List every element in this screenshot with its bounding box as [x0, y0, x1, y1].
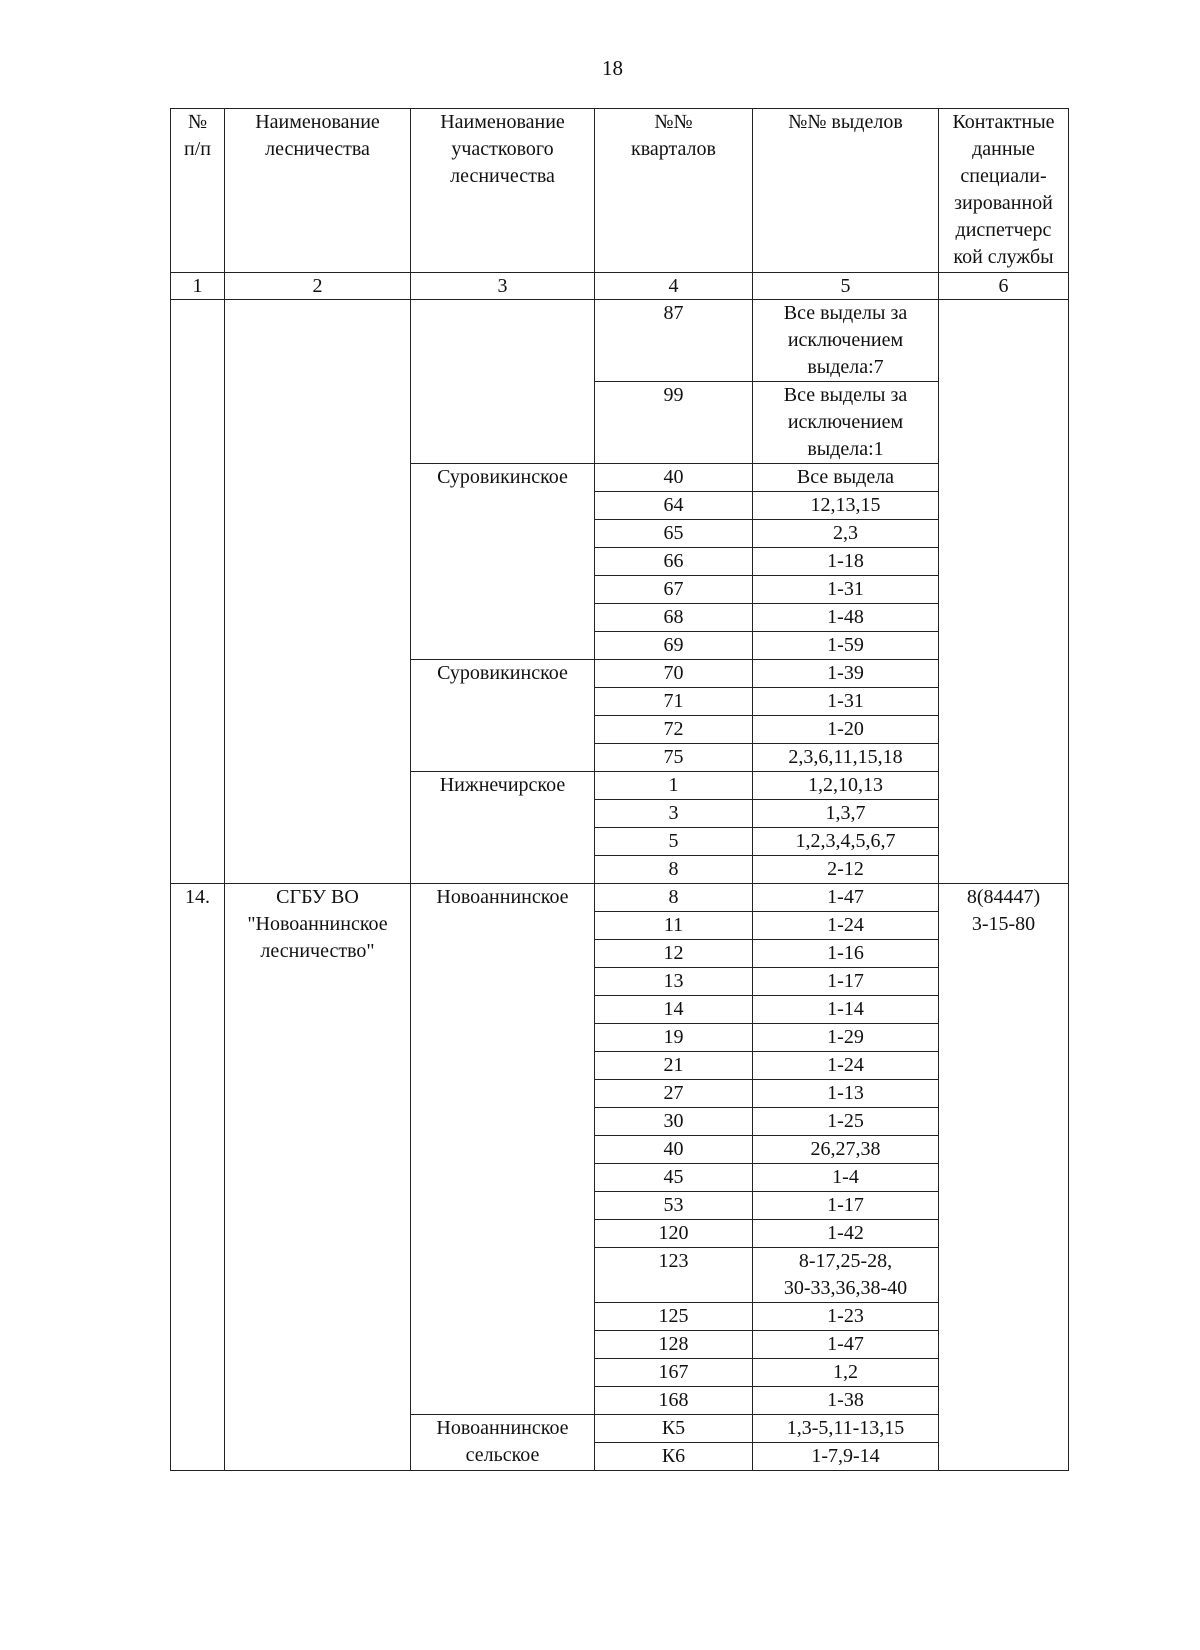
quarter-number: 99 — [595, 382, 753, 464]
quarter-number: 21 — [595, 1052, 753, 1080]
header-contacts-line: Контактные — [952, 111, 1055, 133]
plot-numbers-line: 1-17 — [827, 970, 864, 992]
page-number: 18 — [602, 56, 623, 80]
plot-numbers-line: 1,2,10,13 — [808, 774, 883, 796]
header-district-line: лесничества — [450, 165, 555, 187]
column-number: 2 — [225, 273, 411, 300]
forestry-name — [225, 300, 411, 884]
quarter-number: 13 — [595, 968, 753, 996]
plot-numbers — [753, 800, 939, 828]
table-row — [171, 884, 1069, 912]
plot-numbers — [753, 940, 939, 968]
plot-numbers — [753, 772, 939, 800]
quarter-number: 8 — [595, 856, 753, 884]
header-number-line: п/п — [184, 138, 211, 160]
plot-numbers — [753, 604, 939, 632]
district-name-line: Суровикинское — [437, 466, 568, 488]
plot-numbers-line: 1-14 — [827, 998, 864, 1020]
quarter-number: 128 — [595, 1331, 753, 1359]
plot-numbers — [753, 1220, 939, 1248]
column-number: 6 — [939, 273, 1069, 300]
plot-numbers-line: 1-39 — [827, 662, 864, 684]
plot-numbers-line: 1-47 — [827, 1333, 864, 1355]
contact-info — [939, 884, 1069, 1471]
quarter-number: 123 — [595, 1248, 753, 1303]
plot-numbers-line: Все выделы за — [783, 302, 908, 324]
plot-numbers — [753, 464, 939, 492]
plot-numbers-line: 1-20 — [827, 718, 864, 740]
plot-numbers — [753, 856, 939, 884]
plot-numbers-line: 1-38 — [827, 1389, 864, 1411]
quarter-number: 27 — [595, 1080, 753, 1108]
plot-numbers — [753, 744, 939, 772]
plot-numbers-line: Все выделы за — [783, 384, 908, 406]
plot-numbers — [753, 660, 939, 688]
forestry-name-line: "Новоаннинское — [247, 913, 388, 935]
quarter-number: 125 — [595, 1303, 753, 1331]
plot-numbers-line: 1,2 — [833, 1361, 858, 1383]
header-contacts-line: зированной — [954, 192, 1053, 214]
quarter-number: 53 — [595, 1192, 753, 1220]
quarter-number: 168 — [595, 1387, 753, 1415]
district-name-line: Нижнечирское — [439, 774, 566, 796]
plot-numbers-line: выдела:7 — [807, 356, 884, 378]
quarter-number: 167 — [595, 1359, 753, 1387]
forestry-table — [170, 108, 1069, 1471]
quarter-number: 65 — [595, 520, 753, 548]
quarter-number: 40 — [595, 464, 753, 492]
district-name-line: Новоаннинское — [436, 886, 569, 908]
plot-numbers — [753, 1108, 939, 1136]
plot-numbers — [753, 968, 939, 996]
quarter-number: 68 — [595, 604, 753, 632]
plot-numbers — [753, 1192, 939, 1220]
plot-numbers — [753, 1359, 939, 1387]
plot-numbers-line: 2,3 — [833, 522, 858, 544]
plot-numbers-line: Все выдела — [796, 466, 895, 488]
plot-numbers — [753, 828, 939, 856]
quarter-number: 8 — [595, 884, 753, 912]
quarter-number: 3 — [595, 800, 753, 828]
contact-info-line: 3-15-80 — [971, 913, 1036, 935]
plot-numbers — [753, 1303, 939, 1331]
plot-numbers-line: исключением — [787, 411, 904, 433]
column-number: 4 — [595, 273, 753, 300]
plot-numbers-line: 1-24 — [827, 914, 864, 936]
header-contacts-line: данные — [972, 138, 1035, 160]
plot-numbers-line: 1-47 — [827, 886, 864, 908]
quarter-number: К5 — [595, 1415, 753, 1443]
quarter-number: 19 — [595, 1024, 753, 1052]
quarter-number: 45 — [595, 1164, 753, 1192]
plot-numbers-line: 30-33,36,38-40 — [783, 1277, 908, 1299]
plot-numbers-line: исключением — [787, 329, 904, 351]
table-row — [171, 300, 1069, 382]
header-number — [171, 109, 225, 273]
quarter-number: К6 — [595, 1443, 753, 1471]
plot-numbers-line: 12,13,15 — [810, 494, 881, 516]
plot-numbers — [753, 1164, 939, 1192]
header-quarters-line: №№ — [654, 111, 693, 133]
plot-numbers-line: 1-23 — [827, 1305, 864, 1327]
plot-numbers-line: 1-31 — [827, 690, 864, 712]
district-name-line: Суровикинское — [437, 662, 568, 684]
district-name — [411, 300, 595, 464]
district-name — [411, 1415, 595, 1471]
district-name-line: сельское — [465, 1444, 540, 1466]
quarter-number: 71 — [595, 688, 753, 716]
plot-numbers — [753, 688, 939, 716]
plot-numbers-line: 1-18 — [827, 550, 864, 572]
header-contacts — [939, 109, 1069, 273]
plot-numbers — [753, 1024, 939, 1052]
plot-numbers-line: 1-7,9-14 — [811, 1445, 880, 1467]
quarter-number: 75 — [595, 744, 753, 772]
header-contacts-line: диспетчерс — [955, 219, 1052, 241]
plot-numbers-line: 1-4 — [832, 1166, 859, 1188]
district-name-line: Новоаннинское — [436, 1417, 569, 1439]
plot-numbers — [753, 1136, 939, 1164]
forestry-name-line: СГБУ ВО — [276, 886, 359, 908]
header-contacts-line: кой службы — [953, 246, 1054, 268]
plot-numbers — [753, 912, 939, 940]
header-forestry-line: Наименование — [255, 111, 380, 133]
quarter-number: 67 — [595, 576, 753, 604]
plot-numbers — [753, 520, 939, 548]
plot-numbers — [753, 996, 939, 1024]
plot-numbers-line: 1-24 — [827, 1054, 864, 1076]
header-plots — [753, 109, 939, 273]
forestry-name — [225, 884, 411, 1471]
plot-numbers-line: 1,3-5,11-13,15 — [786, 1417, 905, 1439]
quarter-number: 87 — [595, 300, 753, 382]
plot-numbers-line: 1-25 — [827, 1110, 864, 1132]
plot-numbers — [753, 632, 939, 660]
plot-numbers-line: 1-31 — [827, 578, 864, 600]
quarter-number: 40 — [595, 1136, 753, 1164]
quarter-number: 120 — [595, 1220, 753, 1248]
quarter-number: 14 — [595, 996, 753, 1024]
plot-numbers-line: 1,3,7 — [825, 802, 866, 824]
header-district-line: Наименование — [440, 111, 565, 133]
plot-numbers-line: 1-16 — [827, 942, 864, 964]
district-name — [411, 772, 595, 884]
plot-numbers-line: 8-17,25-28, — [798, 1250, 893, 1272]
plot-numbers — [753, 1443, 939, 1471]
plot-numbers — [753, 548, 939, 576]
plot-numbers-line: 1,2,3,4,5,6,7 — [795, 830, 896, 852]
header-quarters-line: кварталов — [631, 138, 716, 160]
plot-numbers-line: 1-29 — [827, 1026, 864, 1048]
plot-numbers-line: 1-42 — [827, 1222, 864, 1244]
plot-numbers-line: 26,27,38 — [810, 1138, 881, 1160]
quarter-number: 30 — [595, 1108, 753, 1136]
forestry-name-line: лесничество" — [260, 940, 375, 962]
header-plots-line: №№ выделов — [788, 111, 903, 133]
plot-numbers — [753, 1387, 939, 1415]
quarter-number: 11 — [595, 912, 753, 940]
column-number: 5 — [753, 273, 939, 300]
quarter-number: 12 — [595, 940, 753, 968]
plot-numbers — [753, 492, 939, 520]
plot-numbers-line: 1-48 — [827, 606, 864, 628]
plot-numbers — [753, 300, 939, 382]
plot-numbers — [753, 716, 939, 744]
quarter-number: 64 — [595, 492, 753, 520]
header-contacts-line: специали- — [960, 165, 1047, 187]
header-district — [411, 109, 595, 273]
contact-info-line: 8(84447) — [966, 886, 1041, 908]
plot-numbers-line: 1-17 — [827, 1194, 864, 1216]
column-number: 3 — [411, 273, 595, 300]
plot-numbers — [753, 1248, 939, 1303]
plot-numbers-line: 2-12 — [827, 858, 864, 880]
district-name — [411, 660, 595, 772]
quarter-number: 66 — [595, 548, 753, 576]
header-forestry — [225, 109, 411, 273]
quarter-number: 72 — [595, 716, 753, 744]
header-district-line: участкового — [451, 138, 554, 160]
row-number — [171, 300, 225, 884]
plot-numbers — [753, 1415, 939, 1443]
district-name — [411, 464, 595, 660]
column-number: 1 — [171, 273, 225, 300]
header-quarters — [595, 109, 753, 273]
plot-numbers — [753, 1080, 939, 1108]
quarter-number: 5 — [595, 828, 753, 856]
row-number-line: 14. — [185, 886, 210, 908]
plot-numbers-line: 1-13 — [827, 1082, 864, 1104]
plot-numbers — [753, 884, 939, 912]
quarter-number: 1 — [595, 772, 753, 800]
quarter-number: 69 — [595, 632, 753, 660]
contact-info — [939, 300, 1069, 884]
header-number-line: № — [187, 111, 208, 133]
header-row — [171, 109, 1069, 273]
quarter-number: 70 — [595, 660, 753, 688]
plot-numbers — [753, 382, 939, 464]
header-forestry-line: лесничества — [265, 138, 370, 160]
plot-numbers — [753, 576, 939, 604]
row-number — [171, 884, 225, 1471]
plot-numbers — [753, 1331, 939, 1359]
plot-numbers-line: выдела:1 — [807, 438, 884, 460]
plot-numbers-line: 2,3,6,11,15,18 — [788, 746, 903, 768]
column-number-row — [171, 273, 1069, 300]
plot-numbers — [753, 1052, 939, 1080]
district-name — [411, 884, 595, 1415]
plot-numbers-line: 1-59 — [827, 634, 864, 656]
